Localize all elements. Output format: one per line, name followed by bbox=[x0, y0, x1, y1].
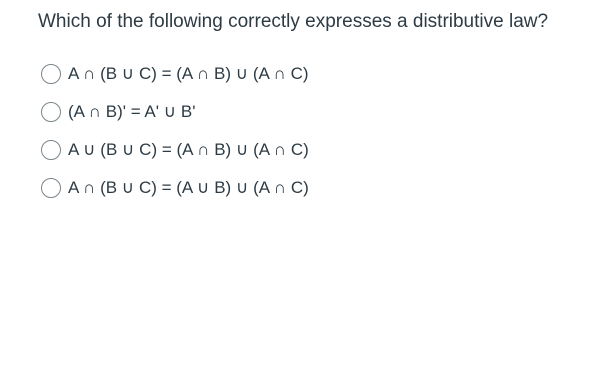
question-text: Which of the following correctly expresses a distributive law? bbox=[38, 11, 549, 32]
radio-button-2[interactable] bbox=[41, 102, 61, 122]
radio-button-4[interactable] bbox=[41, 178, 61, 198]
answer-option-3[interactable] bbox=[41, 137, 309, 163]
answer-option-2[interactable] bbox=[41, 99, 309, 125]
radio-button-3[interactable] bbox=[41, 140, 61, 160]
answer-option-4[interactable] bbox=[41, 175, 309, 201]
radio-button-1[interactable] bbox=[41, 64, 61, 84]
option-label-3: A ∪ (B ∪ C) = (A ∩ B) ∪ (A ∩ C) bbox=[68, 140, 309, 159]
option-label-2: (A ∩ B)' = A' ∪ B' bbox=[68, 102, 196, 121]
answer-option-1[interactable] bbox=[41, 61, 309, 87]
option-label-1: A ∩ (B ∪ C) = (A ∩ B) ∪ (A ∩ C) bbox=[68, 64, 309, 83]
option-label-4: A ∩ (B ∪ C) = (A ∪ B) ∪ (A ∩ C) bbox=[68, 178, 309, 197]
answer-options bbox=[41, 61, 309, 213]
